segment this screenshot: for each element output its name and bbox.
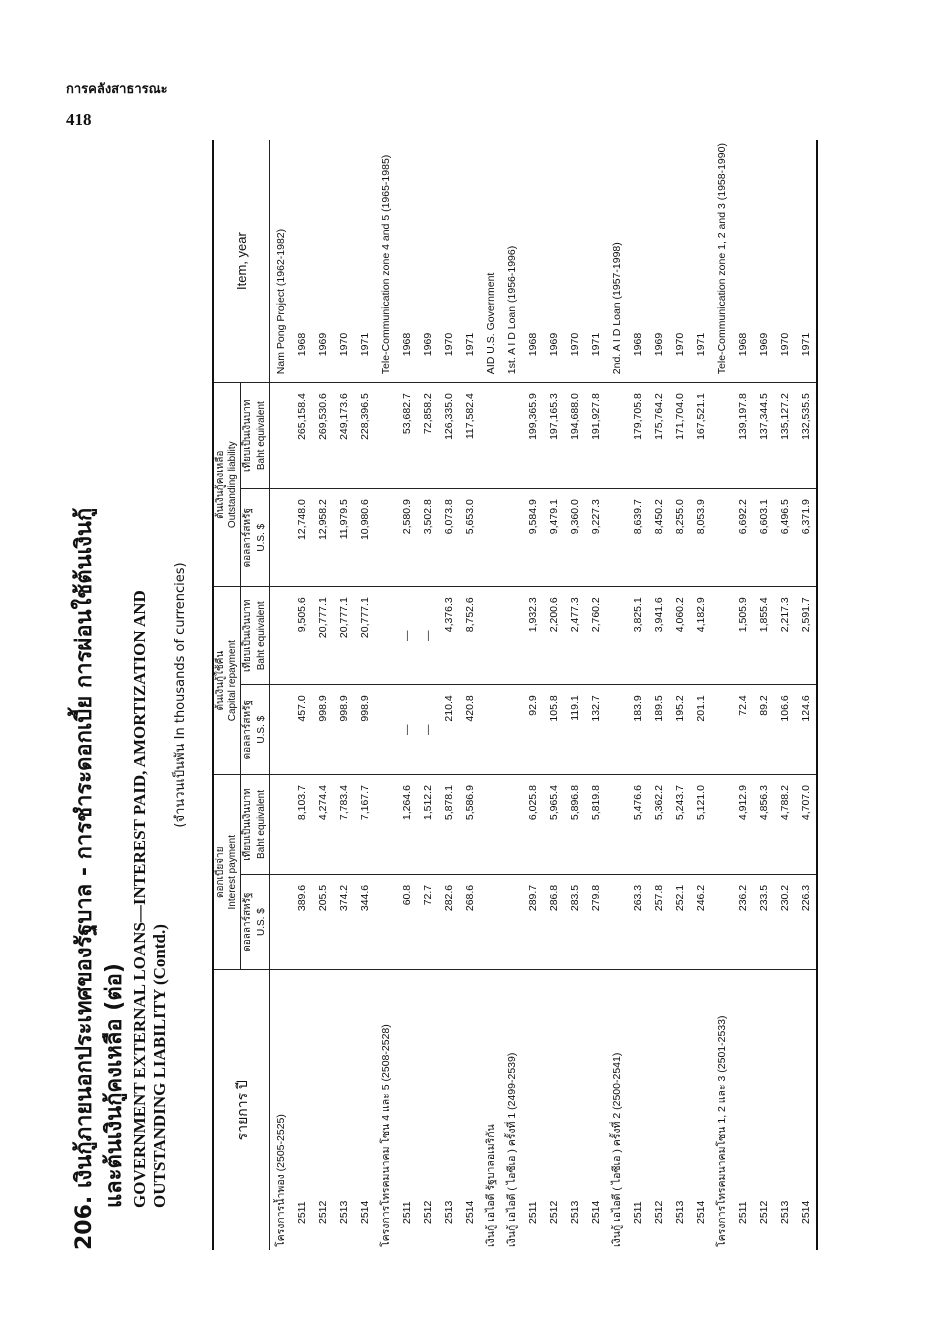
table-row (564, 140, 585, 1250)
value-cell: 286.8 (543, 874, 564, 970)
value-cell: 1,855.4 (753, 587, 774, 685)
row-label-thai: โครงการโทรคมนาคมโซน 1, 2 และ 3 (2501-2533) (716, 1015, 728, 1247)
table-row (333, 140, 354, 1250)
value-cell: 8,450.2 (648, 489, 669, 587)
value-cell: 246.2 (690, 874, 711, 970)
table-row (522, 140, 543, 1250)
value-cell: 5,653.0 (459, 489, 480, 587)
empty-cell (711, 874, 732, 970)
value-cell: 2,760.2 (585, 587, 606, 685)
header-baht-en: Baht equivalent (255, 587, 270, 685)
value-cell: 210.4 (438, 685, 459, 775)
value-cell: 11,979.5 (333, 489, 354, 587)
value-cell: 5,362.2 (648, 775, 669, 875)
value-cell: 4,912.9 (732, 775, 753, 875)
row-label-thai: 2514 (589, 1200, 602, 1224)
row-label-en: 1968 (396, 140, 417, 383)
value-cell: 20,777.1 (312, 587, 333, 685)
value-cell: 6,073.8 (438, 489, 459, 587)
value-cell: 998.9 (333, 685, 354, 775)
empty-cell (606, 587, 627, 685)
empty-cell (270, 587, 292, 685)
header-baht-en: Baht equivalent (255, 383, 270, 489)
table-row (774, 140, 795, 1250)
row-label-en: 1969 (648, 140, 669, 383)
value-cell: 2,477.3 (564, 587, 585, 685)
value-cell: 119.1 (564, 685, 585, 775)
value-cell: 252.1 (669, 874, 690, 970)
value-cell: 8,752.6 (459, 587, 480, 685)
value-cell: 4,856.3 (753, 775, 774, 875)
header-item-thai: รายการ ปี (213, 970, 270, 1250)
table-row (438, 140, 459, 1250)
value-cell: 1,264.6 (396, 775, 417, 875)
value-cell: 117,582.4 (459, 383, 480, 489)
value-cell: 5,965.4 (543, 775, 564, 875)
value-cell: 236.2 (732, 874, 753, 970)
value-cell: 226.3 (795, 874, 817, 970)
value-cell: 3,825.1 (627, 587, 648, 685)
value-cell: 205.5 (312, 874, 333, 970)
table-row (732, 140, 753, 1250)
value-cell: 5,243.7 (669, 775, 690, 875)
value-cell: 9,227.3 (585, 489, 606, 587)
table-row (354, 140, 375, 1250)
empty-cell (501, 587, 522, 685)
empty-cell (270, 489, 292, 587)
value-cell: 195.2 (669, 685, 690, 775)
value-cell: 7,783.4 (333, 775, 354, 875)
value-cell: — (396, 685, 417, 775)
value-cell: 189.5 (648, 685, 669, 775)
row-label-en: 1970 (564, 140, 585, 383)
header-baht-thai: เทียบเป็นเงินบาท (241, 383, 256, 489)
value-cell: 194,688.0 (564, 383, 585, 489)
value-cell: 283.5 (564, 874, 585, 970)
value-cell: 135,127.2 (774, 383, 795, 489)
row-label-en: 1968 (732, 140, 753, 383)
header-usd-thai: ดอลลาร์สหรัฐ (241, 874, 256, 970)
title-thai-text1: เงินกู้ภายนอกประเทศของรัฐบาล - การชำระดอกเบี้ย การผ่อนใช้ต้นเงินกู้ (72, 507, 97, 1189)
table-row (690, 140, 711, 1250)
value-cell: 1,932.3 (522, 587, 543, 685)
row-label-thai: 2512 (757, 1200, 770, 1224)
row-label-thai: 2514 (694, 1200, 707, 1224)
empty-cell (480, 383, 501, 489)
value-cell: — (417, 685, 438, 775)
value-cell: 249,173.6 (333, 383, 354, 489)
value-cell: 4,060.2 (669, 587, 690, 685)
value-cell: 126,335.0 (438, 383, 459, 489)
value-cell: 20,777.1 (333, 587, 354, 685)
value-cell: 8,053.9 (690, 489, 711, 587)
empty-cell (606, 489, 627, 587)
value-cell: 5,121.0 (690, 775, 711, 875)
table-row (459, 140, 480, 1250)
value-cell: 5,878.1 (438, 775, 459, 875)
value-cell: 139,197.8 (732, 383, 753, 489)
empty-cell (606, 874, 627, 970)
empty-cell (606, 685, 627, 775)
loans-table (212, 140, 818, 1250)
row-label-thai: 2512 (547, 1200, 560, 1224)
empty-cell (270, 383, 292, 489)
row-label-en: 1969 (417, 140, 438, 383)
empty-cell (501, 874, 522, 970)
empty-cell (375, 383, 396, 489)
value-cell: 72.4 (732, 685, 753, 775)
title-eng-line1: GOVERNMENT EXTERNAL LOANS—INTEREST PAID, AMORTIZATION AND (130, 590, 149, 1208)
empty-cell (606, 775, 627, 875)
row-label-en: 1970 (333, 140, 354, 383)
header-usd-en: U.S. $ (255, 685, 270, 775)
value-cell: 2,580.9 (396, 489, 417, 587)
value-cell: 263.3 (627, 874, 648, 970)
value-cell: 137,344.5 (753, 383, 774, 489)
units-note: (จำนวนเป็นพัน In thousands of currencies) (173, 562, 188, 828)
value-cell: 5,896.8 (564, 775, 585, 875)
row-label-thai: 2511 (526, 1201, 539, 1224)
row-label-thai: 2511 (400, 1201, 413, 1224)
table-row (627, 140, 648, 1250)
value-cell: 265,158.4 (291, 383, 312, 489)
value-cell: 228,396.5 (354, 383, 375, 489)
value-cell: 282.6 (438, 874, 459, 970)
empty-cell (606, 383, 627, 489)
table-row (312, 140, 333, 1250)
value-cell: 4,376.3 (438, 587, 459, 685)
row-label-en: 1971 (459, 140, 480, 383)
table-row (396, 140, 417, 1250)
header-usd-thai: ดอลลาร์สหรัฐ (241, 685, 256, 775)
value-cell: 1,512.2 (417, 775, 438, 875)
value-cell: 289.7 (522, 874, 543, 970)
title-thai-line2: และต้นเงินกู้คงเหลือ (ต่อ) (102, 963, 127, 1208)
value-cell: 72.7 (417, 874, 438, 970)
table-body (270, 140, 818, 1250)
value-cell: 199,365.9 (522, 383, 543, 489)
value-cell: 7,167.7 (354, 775, 375, 875)
value-cell: 5,819.8 (585, 775, 606, 875)
table-section-row (606, 140, 627, 1250)
row-label-thai: 2512 (316, 1200, 329, 1224)
row-label-thai: 2514 (463, 1200, 476, 1224)
row-label-thai: 2512 (421, 1200, 434, 1224)
table-number: 206. (72, 1195, 97, 1250)
table-row (543, 140, 564, 1250)
empty-cell (501, 685, 522, 775)
value-cell: 9,505.6 (291, 587, 312, 685)
empty-cell (501, 383, 522, 489)
empty-cell (375, 775, 396, 875)
row-label-en: 1969 (753, 140, 774, 383)
value-cell: 132,535.5 (795, 383, 817, 489)
header-outstanding: ต้นเงินกู้คงเหลือ Outstanding liability (213, 383, 241, 587)
row-label-en: 1971 (585, 140, 606, 383)
row-label-en: 1968 (627, 140, 648, 383)
value-cell: 6,692.2 (732, 489, 753, 587)
value-cell: 12,748.0 (291, 489, 312, 587)
table-section-row (501, 140, 522, 1250)
header-baht-thai: เทียบเป็นเงินบาท (241, 587, 256, 685)
table-row (795, 140, 817, 1250)
section-label: การคลังสาธารณะ (66, 81, 168, 96)
value-cell: 6,371.9 (795, 489, 817, 587)
header-interest: ดอกเบี้ยจ่าย Interest payment (213, 775, 241, 970)
value-cell: 20,777.1 (354, 587, 375, 685)
table-section-row (375, 140, 396, 1250)
row-label-thai: เงินกู้ เอไอดี ( ไอซีเอ ) ครั้งที่ 2 (2500-2541) (611, 1052, 623, 1247)
row-label-en: 1970 (669, 140, 690, 383)
value-cell: 420.8 (459, 685, 480, 775)
page-number: 418 (66, 110, 92, 129)
value-cell: 10,980.6 (354, 489, 375, 587)
row-label-en: 1971 (795, 140, 817, 383)
table-row (585, 140, 606, 1250)
empty-cell (501, 489, 522, 587)
header-usd-en: U.S. $ (255, 489, 270, 587)
value-cell: 9,360.0 (564, 489, 585, 587)
value-cell: 60.8 (396, 874, 417, 970)
row-label-thai: 2513 (673, 1200, 686, 1224)
row-label-thai: 2513 (337, 1200, 350, 1224)
value-cell: 5,586.9 (459, 775, 480, 875)
row-label-thai: 2511 (631, 1201, 644, 1224)
empty-cell (270, 775, 292, 875)
row-label-en: Tele-Communication zone 4 and 5 (1965-1985) (375, 140, 396, 383)
header-capital: ต้นเงินกู้ใช้คืน Capital repayment (213, 587, 241, 775)
value-cell: 1,505.9 (732, 587, 753, 685)
value-cell: 92.9 (522, 685, 543, 775)
value-cell: 175,764.2 (648, 383, 669, 489)
value-cell: 389.6 (291, 874, 312, 970)
value-cell: 998.9 (354, 685, 375, 775)
header-baht-en: Baht equivalent (255, 775, 270, 875)
empty-cell (480, 685, 501, 775)
value-cell: 3,941.6 (648, 587, 669, 685)
row-label-en: Tele-Communication zone 1, 2 and 3 (1958-1990) (711, 140, 732, 383)
table-section-row (480, 140, 501, 1250)
title-thai-line1 (70, 140, 100, 1250)
empty-cell (480, 489, 501, 587)
value-cell: 53,682.7 (396, 383, 417, 489)
value-cell: 9,584.9 (522, 489, 543, 587)
row-label-thai: โครงการน้ำพอง (2505-2525) (275, 1114, 287, 1247)
row-label-thai: 2513 (568, 1200, 581, 1224)
value-cell: 268.6 (459, 874, 480, 970)
table-title (70, 140, 190, 1250)
row-label-thai: 2511 (736, 1201, 749, 1224)
value-cell: 3,502.8 (417, 489, 438, 587)
value-cell: 257.8 (648, 874, 669, 970)
header-baht-thai: เทียบเป็นเงินบาท (241, 775, 256, 875)
row-label-thai: โครงการโทรคมนาคม โซน 4 และ 5 (2508-2528) (380, 1024, 392, 1247)
value-cell: — (417, 587, 438, 685)
row-label-en: 1st. A I D Loan (1956-1996) (501, 140, 522, 383)
row-label-en: 1968 (291, 140, 312, 383)
value-cell: 5,476.6 (627, 775, 648, 875)
value-cell: 72,858.2 (417, 383, 438, 489)
row-label-en: 1970 (438, 140, 459, 383)
empty-cell (711, 489, 732, 587)
value-cell: 4,707.0 (795, 775, 817, 875)
row-label-thai: 2512 (652, 1200, 665, 1224)
value-cell: 9,479.1 (543, 489, 564, 587)
empty-cell (501, 775, 522, 875)
table-row (417, 140, 438, 1250)
empty-cell (375, 587, 396, 685)
row-label-en: 1970 (774, 140, 795, 383)
value-cell: 124.6 (795, 685, 817, 775)
rotated-table-page (70, 140, 830, 1250)
header-item-en: Item, year (213, 140, 270, 383)
value-cell: 998.9 (312, 685, 333, 775)
row-label-en: 1971 (354, 140, 375, 383)
empty-cell (270, 685, 292, 775)
header-usd-thai: ดอลลาร์สหรัฐ (241, 489, 256, 587)
value-cell: 233.5 (753, 874, 774, 970)
value-cell: 201.1 (690, 685, 711, 775)
empty-cell (375, 874, 396, 970)
table-section-row (711, 140, 732, 1250)
value-cell: 89.2 (753, 685, 774, 775)
row-label-thai: 2513 (442, 1200, 455, 1224)
value-cell: 2,217.3 (774, 587, 795, 685)
empty-cell (375, 489, 396, 587)
value-cell: 179,705.8 (627, 383, 648, 489)
value-cell: 167,521.1 (690, 383, 711, 489)
row-label-en: 1971 (690, 140, 711, 383)
empty-cell (480, 587, 501, 685)
row-label-en: 1969 (312, 140, 333, 383)
value-cell: 106.6 (774, 685, 795, 775)
row-label-en: 1968 (522, 140, 543, 383)
value-cell: 6,496.5 (774, 489, 795, 587)
empty-cell (711, 587, 732, 685)
row-label-en: 2nd. A I D Loan (1957-1998) (606, 140, 627, 383)
table-row (753, 140, 774, 1250)
value-cell: 2,200.6 (543, 587, 564, 685)
value-cell: 457.0 (291, 685, 312, 775)
value-cell: 4,274.4 (312, 775, 333, 875)
header-usd-en: U.S. $ (255, 874, 270, 970)
value-cell: 269,530.6 (312, 383, 333, 489)
value-cell: 230.2 (774, 874, 795, 970)
value-cell: 4,788.2 (774, 775, 795, 875)
empty-cell (270, 874, 292, 970)
value-cell: 8,639.7 (627, 489, 648, 587)
table-row (648, 140, 669, 1250)
value-cell: 191,927.8 (585, 383, 606, 489)
value-cell: 183.9 (627, 685, 648, 775)
row-label-thai: 2511 (295, 1201, 308, 1224)
table-row (291, 140, 312, 1250)
value-cell: 197,165.3 (543, 383, 564, 489)
empty-cell (711, 685, 732, 775)
value-cell: 8,255.0 (669, 489, 690, 587)
row-label-thai: 2514 (795, 970, 817, 1250)
row-label-en: 1969 (543, 140, 564, 383)
value-cell: 171,704.0 (669, 383, 690, 489)
row-label-en: AID U.S. Government (480, 140, 501, 383)
value-cell: 6,603.1 (753, 489, 774, 587)
value-cell: 132.7 (585, 685, 606, 775)
value-cell: 279.8 (585, 874, 606, 970)
value-cell: — (396, 587, 417, 685)
value-cell: 12,958.2 (312, 489, 333, 587)
empty-cell (711, 775, 732, 875)
value-cell: 105.8 (543, 685, 564, 775)
row-label-en: Nam Pong Project (1962-1982) (270, 140, 292, 383)
value-cell: 8,103.7 (291, 775, 312, 875)
value-cell: 2,591.7 (795, 587, 817, 685)
table-section-row (270, 140, 292, 1250)
value-cell: 374.2 (333, 874, 354, 970)
value-cell: 344.6 (354, 874, 375, 970)
empty-cell (480, 874, 501, 970)
empty-cell (480, 775, 501, 875)
row-label-thai: เงินกู้ เอไอดี ( ไอซีเอ ) ครั้งที่ 1 (2499-2539) (506, 1052, 518, 1247)
row-label-thai: เงินกู้ เอไอดี รัฐบาลอเมริกัน (485, 1124, 497, 1247)
empty-cell (711, 383, 732, 489)
table-row (669, 140, 690, 1250)
row-label-thai: 2514 (358, 1200, 371, 1224)
value-cell: 4,182.9 (690, 587, 711, 685)
row-label-thai: 2513 (778, 1200, 791, 1224)
empty-cell (375, 685, 396, 775)
value-cell: 6,025.8 (522, 775, 543, 875)
title-eng-line2: OUTSTANDING LIABILITY (Contd.) (150, 924, 169, 1208)
